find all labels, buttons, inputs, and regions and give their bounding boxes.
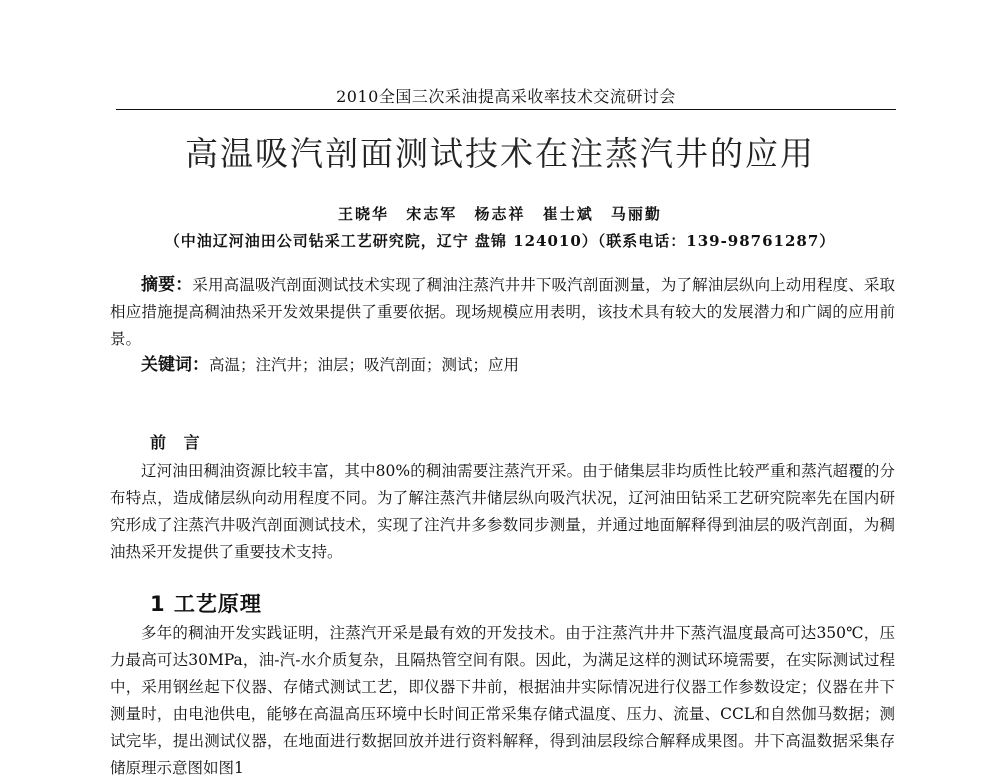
- section-1-paragraph: 多年的稠油开发实践证明，注蒸汽开采是最有效的开发技术。由于注蒸汽井井下蒸汽温度最高可达350℃，压力最高可达30MPa，油-汽-水介质复杂，且隔热管空间有限。因此，为满足这样的测试环境需要，在实际测试过程中，采用钢丝起下仪器、存储式测试工艺，即仪器下井前，根据油井实际情况进行仪器工作参数设定；仪器在井下测量时，由电池供电，能够在高温高压环境中长时间正常采集存储式温度、压力、流量、CCL和自然伽马数据；测试完毕，提出测试仪器，在地面进行数据回放并进行资料解释，得到油层段综合解释成果图。井下高温数据采集存储原理示意图如图1: [110, 624, 895, 777]
- keywords: [110, 352, 895, 379]
- abstract-label: 摘要：: [141, 275, 193, 295]
- keywords-text: 高温；注汽井；油层；吸汽剖面；测试；应用: [209, 356, 520, 374]
- section-1-heading: 1 工艺原理: [150, 592, 262, 616]
- preface-paragraph: 辽河油田稠油资源比较丰富，其中80%的稠油需要注蒸汽开采。由于储集层非均质性比较严重和蒸汽超覆的分布特点，造成储层纵向动用程度不同。为了解注蒸汽井储层纵向吸汽状况，辽河油田钻采工艺研究院率先在国内研究形成了注蒸汽井吸汽剖面测试技术，实现了注汽井多参数同步测量，并通过地面解释得到油层的吸汽剖面，为稠油热采开发提供了重要技术支持。: [110, 462, 895, 561]
- preface-heading: 前 言: [150, 433, 206, 452]
- abstract-text: 采用高温吸汽剖面测试技术实现了稠油注蒸汽井井下吸汽剖面测量，为了解油层纵向上动用程度、采取相应措施提高稠油热采开发效果提供了重要依据。现场规模应用表明，该技术具有较大的发展潜力和广阔的应用前景。: [110, 276, 895, 348]
- author-list: 王晓华 宋志军 杨志祥 崔士斌 马丽勤: [338, 205, 662, 223]
- section-1-body: [110, 620, 895, 782]
- article-title: 高温吸汽剖面测试技术在注蒸汽井的应用: [185, 134, 815, 173]
- preface-body: [110, 458, 895, 566]
- header-rule: [116, 109, 896, 110]
- author-affiliation: （中油辽河油田公司钻采工艺研究院，辽宁 盘锦 124010）（联系电话：139-98761287）: [164, 232, 836, 250]
- keywords-label: 关键词：: [141, 355, 209, 375]
- running-header: 2010全国三次采油提高采收率技术交流研讨会: [336, 87, 676, 106]
- abstract: [110, 272, 895, 353]
